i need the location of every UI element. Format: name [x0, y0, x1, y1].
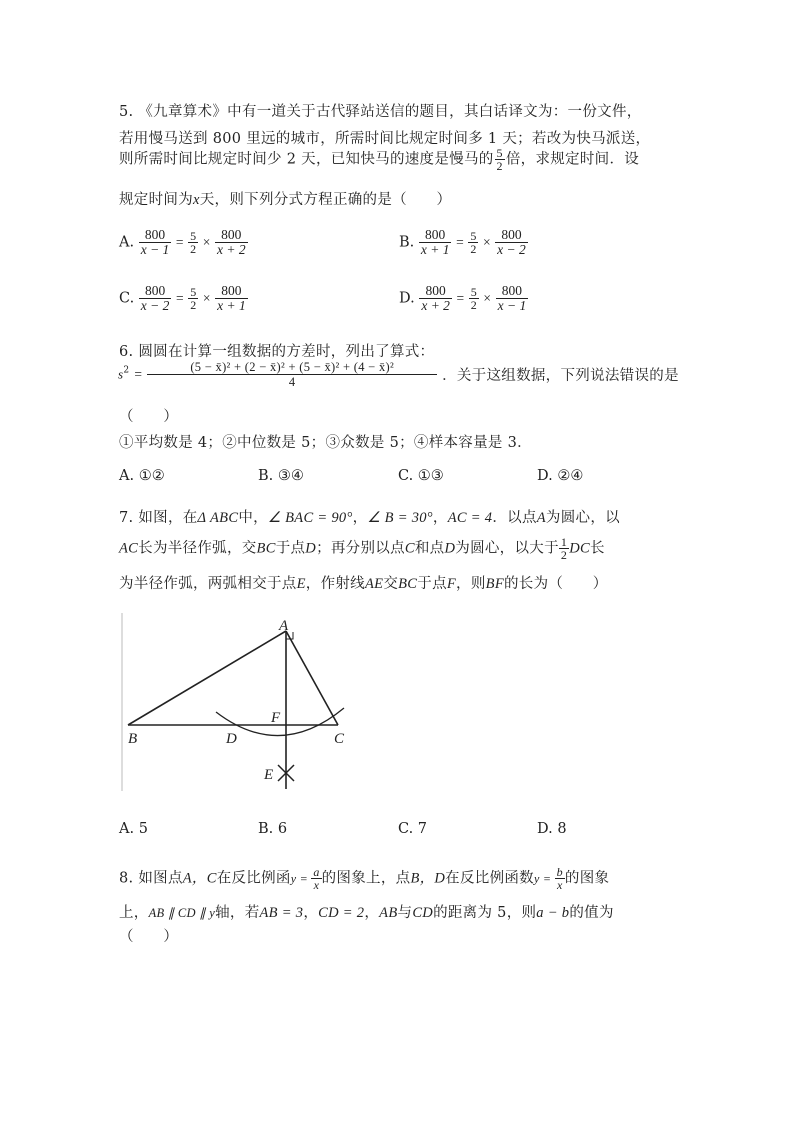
segment-ab — [128, 631, 286, 725]
q6-option-c[interactable]: C. ①③ — [398, 468, 444, 484]
segment-ac — [286, 631, 338, 725]
q5-line-2: 若用慢马送到 800 里远的城市，所需时间比规定时间多 1 天；若改为快马派送， — [119, 131, 651, 147]
q7-option-a[interactable]: A. 5 — [119, 821, 148, 837]
q6-option-d[interactable]: D. ②④ — [537, 468, 584, 484]
q6-variance-formula: $s^2$ = $\frac{\text{(5 − x̄)² + (2 − x̄)² + (5 − x̄)² + (4 − x̄)²}}{4}$ ．关于这组数据，下列说法错误的是 — [118, 360, 679, 389]
q7-line-2: AC长为半径作弧，交BC于点D；再分别以点C和点D为圆心，以大于 $\frac{1}{2}$ DC长 — [119, 535, 605, 562]
q5-option-b[interactable]: B. $\frac{800}{x + 1}$ = $\frac{5}{2}$ × $\frac{800}{x - 2}$ — [399, 227, 526, 257]
q5-line-3: 则所需时间比规定时间少 2 天，已知快马的速度是慢马的 $\frac{5}{2}$ 倍，求规定时间．设 — [119, 146, 640, 173]
q7-line-3: 为半径作弧，两弧相交于点E，作射线AE交BC于点F，则BF的长为（ ） — [119, 576, 608, 592]
label-b: B — [128, 731, 138, 747]
q6-option-b[interactable]: B. ③④ — [258, 468, 304, 484]
q8-line-1: 8. 如图点A，C在反比例函y = $\frac{a}{x}$ 的图象上，点B，D在反比例函数y = $\frac{b}{x}$ 的图象 — [119, 865, 610, 892]
label-c: C — [334, 731, 345, 747]
q5-option-c[interactable]: C. $\frac{800}{x - 2}$ = $\frac{5}{2}$ × $\frac{800}{x + 1}$ — [119, 283, 246, 313]
q6-option-a[interactable]: A. ①② — [119, 468, 165, 484]
label-e: E — [264, 767, 274, 783]
label-f: F — [271, 710, 281, 726]
fraction-denominator: 2 — [496, 159, 503, 173]
q7-option-d[interactable]: D. 8 — [537, 821, 567, 837]
q5-option-a[interactable]: A. $\frac{800}{x - 1}$ = $\frac{5}{2}$ × $\frac{800}{x + 2}$ — [119, 227, 246, 257]
q7-line-1: 7. 如图，在Δ ABC中，∠ BAC = 90°，∠ B = 30°，AC = 4．以点A为圆心，以 — [119, 510, 620, 526]
fraction-numerator: 5 — [496, 146, 503, 160]
label-a: A — [279, 618, 289, 634]
q7-geometry-figure — [110, 605, 370, 800]
q5-option-d[interactable]: D. $\frac{800}{x + 2}$ = $\frac{5}{2}$ × $\frac{800}{x - 1}$ — [399, 283, 527, 313]
q8-line-2: 上，AB ∥ CD ∥ y轴，若AB = 3，CD = 2，AB与CD的距离为 5，则a − b的值为 — [119, 905, 614, 921]
q6-line-3: （ ） — [119, 409, 179, 425]
q5-line-1: 5. 《九章算术》中有一道关于古代驿站送信的题目，其白话译文为：一份文件， — [119, 104, 642, 120]
q7-option-c[interactable]: C. 7 — [398, 821, 428, 837]
q5-line-4: 规定时间为x天，则下列分式方程正确的是（ ） — [119, 192, 452, 208]
q6-line-1: 6. 圆圆在计算一组数据的方差时，列出了算式： — [119, 344, 435, 360]
label-d: D — [226, 731, 237, 747]
q8-line-3: （ ） — [119, 929, 179, 945]
q6-line-4: ①平均数是 4；②中位数是 5；③众数是 5；④样本容量是 3． — [119, 435, 532, 451]
q7-option-b[interactable]: B. 6 — [258, 821, 288, 837]
